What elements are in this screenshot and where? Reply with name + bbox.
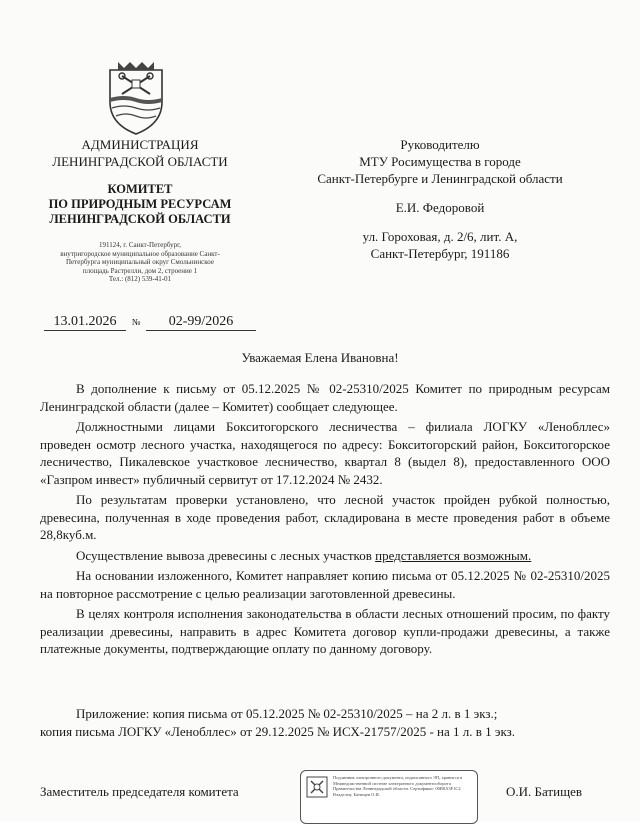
number-sign: № [131, 317, 141, 327]
registration-date: 13.01.2026 [44, 314, 126, 331]
administration-name [20, 136, 260, 170]
underlined-text: представляется возможным. [375, 547, 532, 563]
recipient-line: МТУ Росимущества в городе [359, 154, 521, 169]
paragraph: Должностными лицами Бокситогорского лесничества – филиала ЛОГКУ «Ленобллес» проведен осмотр лесного участка, находящегося по адресу: Бокситогорский район, Бокситогорское лесничество, Пикалевское участковое лесничество, квартал 8 (выдел 8), предоставленного ООО «Газпром инвест» публичный сервитут от 17.12.2024 № 2432. [40, 419, 610, 487]
attachments [40, 705, 610, 741]
electronic-signature-stamp [300, 770, 478, 824]
coat-of-arms-icon [104, 58, 168, 136]
contact-line: внутригородское муниципальное образование Санкт- [60, 249, 220, 258]
signatory-name: О.И. Батищев [506, 784, 582, 799]
letter-body [40, 380, 610, 661]
paragraph [40, 547, 610, 565]
registration-line [44, 314, 256, 331]
attachment-line: Приложение: копия письма от 05.12.2025 № 02-25310/2025 – на 2 л. в 1 экз.; [76, 706, 498, 721]
contact-line: площадь Растрелли, дом 2, строение 1 [82, 266, 198, 275]
paragraph: По результатам проверки установлено, что лесной участок пройден рубкой полностью, древесина, полученная в ходе проведения работ, складирована в месте проведения работ в объеме 28,8куб.м. [40, 492, 610, 542]
paragraph: В целях контроля исполнения законодательства в области лесных отношений просим, по факту реализации древесины, направить в адрес Комитета договор купли-продажи древесины, а также платежные документы, подтверждающие оплату по данному договору. [40, 606, 610, 656]
contact-line: Петербурга муниципальный округ Смольнинское [65, 258, 214, 266]
paragraph: На основании изложенного, Комитет направляет копию письма от 05.12.2025 № 02-25310/2025 на повторное рассмотрение с целью реализации заготовленной древесины. [40, 568, 610, 601]
committee-line: КОМИТЕТ [107, 182, 173, 196]
recipient-address: Санкт-Петербург, 191186 [370, 246, 510, 261]
recipient-line: Руководителю [400, 137, 480, 152]
contact-line: Тел.: (812) 539-41-01 [108, 275, 172, 283]
registration-number: 02-99/2026 [146, 314, 256, 331]
contact-line: 191124, г. Санкт-Петербург, [99, 241, 181, 249]
recipient-address: ул. Гороховая, д. 2/6, лит. А, [362, 229, 518, 244]
committee-line: ЛЕНИНГРАДСКОЙ ОБЛАСТИ [49, 212, 231, 226]
admin-line: ЛЕНИНГРАДСКОЙ ОБЛАСТИ [52, 154, 228, 169]
committee-contacts [22, 241, 258, 284]
greeting: Уважаемая Елена Ивановна! [241, 350, 399, 365]
recipient-block [270, 136, 610, 262]
admin-line: АДМИНИСТРАЦИЯ [81, 137, 199, 152]
committee-line: ПО ПРИРОДНЫМ РЕСУРСАМ [48, 197, 232, 211]
recipient-line: Санкт-Петербурге и Ленинградской области [317, 171, 563, 186]
emblem-icon [306, 776, 328, 798]
paragraph-text: Осуществление вывоза древесины с лесных участков [76, 547, 376, 563]
paragraph: В дополнение к письму от 05.12.2025 № 02-25310/2025 Комитет по природным ресурсам Ленинградской области (далее – Комитет) сообщает следующее. [40, 381, 610, 414]
attachment-line: копия письма ЛОГКУ «Ленобллес» от 29.12.2025 № ИСХ-21757/2025 - на 1 л. в 1 экз. [40, 724, 515, 739]
stamp-text: Подлинник электронного документа, подписанного ЭП, хранится в Межведомственной системе электронного документооборота Правительства Ленинградской области. Сертификат: 00B8A3F1C2 Владелец: Батищев О.И. [333, 775, 463, 797]
signatory-title: Заместитель председателя комитета [40, 784, 239, 799]
recipient-name: Е.И. Федоровой [395, 200, 485, 215]
committee-name [20, 182, 260, 227]
